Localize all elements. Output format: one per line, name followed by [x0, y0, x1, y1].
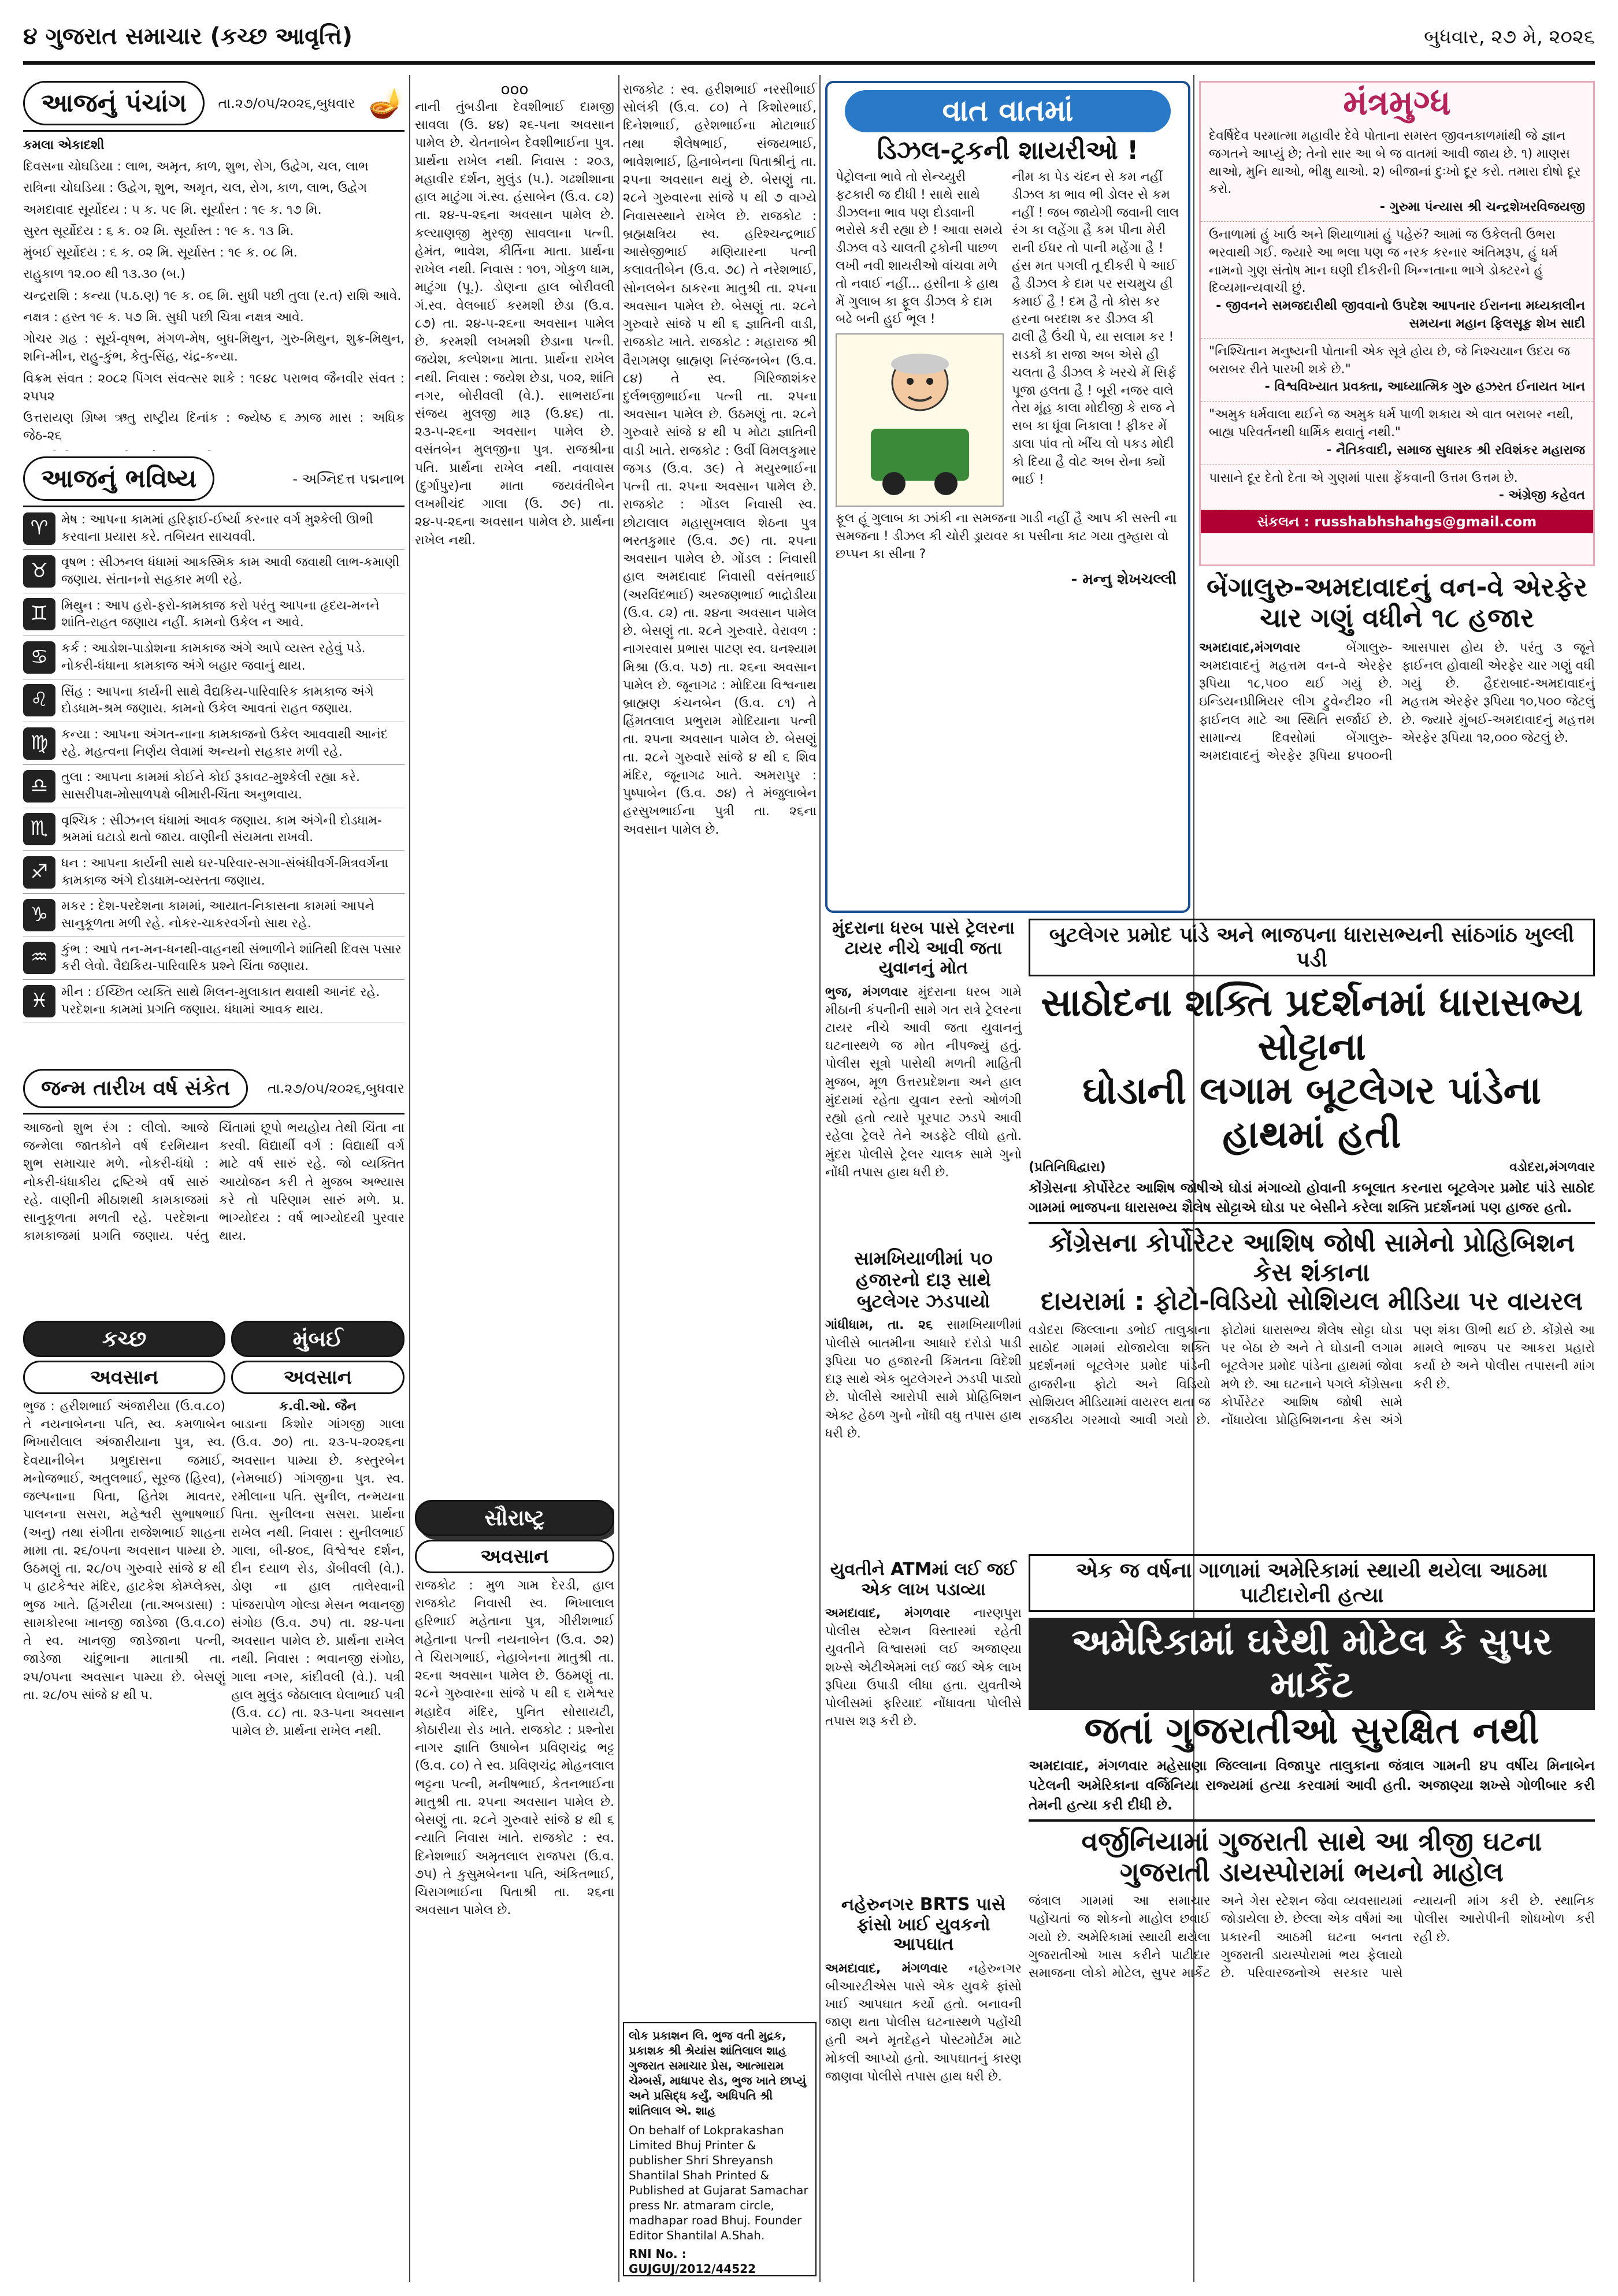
- mantra-quotes: [1201, 123, 1593, 510]
- rashi-text: મિથુન : આપ હરો-ફરો-કામકાજ કરો પરંતુ આપના હૃદય-મનને શાંતિ-રાહત જણાય નહીં. કામનો ઉકેલ ન આવે.: [61, 598, 380, 630]
- america-lead-block: [1029, 1756, 1595, 1815]
- brts-headline: નહેરુનગર BRTS પાસે ફાંસો ખાઈ યુવકનો આપઘાત: [841, 1895, 1006, 1955]
- vadodara-dateline: વડોદરા,મંગળવાર: [1509, 1160, 1595, 1175]
- avasan-column-text: નાની તુંબડીના દેવશીભાઈ દામજી સાવલા (ઉ. ૪૪) ૨૬-૫ના અવસાન પામેલ છે. ચેતનાબેન દેવશીભાઈના પુત્ર. પ્રાર્થના રાખેલ નથી. નિવાસ : ૨૦૩, મહાવીર દર્શન, મુલુંડ (પ.). ગઢશીશાના હાલ માટુંગા ગં.સ્વ. હંસાબેન (ઉ.વ. ૮૨) તા. ૨૪-૫-૨૬ના અવસાન પામેલ છે. કલ્યાણજી મુરજી સાવલાના પત્ની. હેમંત, ભાવેશ, કીર્તિના માતા. પ્રાર્થના રાખેલ નથી. નિવાસ : ૧૦૧, ગોકુળ ધામ, માટુંગા (પૂ.). ડોણના હાલ બોરીવલી ગં.સ્વ. વેલબાઈ કરમશી છેડા (ઉ.વ. ૮૭) તા. ૨૪-૫-૨૬ના અવસાન પામેલ છે. કરમશી લખમશી છેડાના પત્ની. જયેશ, કલ્પેશના માતા. પ્રાર્થના રાખેલ નથી. નિવાસ : જયેશ છેડા, ૫૦૨, શાંતિ નગર, બોરીવલી (વે.). સાભરાઈના સંજય મુલજી મારૂ (ઉ.૪૬) તા. ૨૩-૫-૨૬ના અવસાન પામેલ છે. વસંતબેન મુલજીના પુત્ર. રાજશ્રીના પતિ. પ્રાર્થના રાખેલ નથી. નવાવાસ (દુર્ગાપુર)ના માતા જયવંતીબેન લખમીચંદ ગાલા (ઉ. ૭૯) તા. ૨૪-૫-૨૬ના અવસાન પામેલ છે. પ્રાર્થના રાખેલ નથી.: [415, 100, 614, 548]
- mantra-quote-author: - વિશ્વવિખ્યાત પ્રવક્તા, આધ્યાત્મિક ગુરુ હઝરત ઈનાયત ખાન: [1264, 380, 1585, 395]
- janmadin-text: આજનો શુભ રંગ : લીલો. આજે જન્મેલા જાતકોને વર્ષ દરમિયાન શુભ સમાચાર મળે. નોકરી-ધંધો : નોકરી-ધંધાકીય દ્રષ્ટિએ વર્ષ સારું રહે. વાણીની મીઠાશથી કામકાજમાં સાનુકૂળતા મળતી રહે. પરદેશના કામકાજમાં પ્રગતિ જણાય. પરંતુ ચિંતામાં છૂપો ભયહોય તેથી ચિંતા ના કરવી. વિદ્યાર્થી વર્ગ : વિદ્યાર્થી વર્ગ માટે વર્ષ સારું રહે. જો વ્યક્તિત આયોજન કરી તે મુજબ અભ્યાસ કરે તો પરિણામ સારું મળે. પ્ર. ભાગ્યોદય : વર્ષ ભાગ્યોદયી પુરવાર થાય.: [23, 1121, 404, 1244]
- panchang-header: [23, 81, 404, 132]
- vadodara-headline-1: સાઠોદના શક્તિ પ્રદર્શનમાં ધારાસભ્ય સોટ્ટાના: [1041, 980, 1583, 1069]
- america-headline-1: અમેરિકામાં ઘરેથી મોટેલ કે સુપર માર્કેટ: [1029, 1618, 1595, 1710]
- brts-text: નહેરુનગર બીઆરટીએસ પાસે એક યુવકે ફાંસો ખાઈ આપઘાત કર્યો હતો. બનાવની જાણ થતા પોલીસ ઘટનાસ્થળે પહોંચી હતી અને મૃતદેહને પોસ્ટમોર્ટમ માટે મોકલી આપ્યો હતો. આપઘાતનું કારણ જાણવા પોલીસે તપાસ હાથ ધરી છે.: [825, 1961, 1022, 2084]
- mumbai-heading: મુંબઈ: [231, 1321, 404, 1357]
- panchang-line: વિક્રમ સંવત : ૨૦૮૨ પિંગલ સંવત્સર શાકે : ૧૯૪૮ પરાભવ જૈનવીર સંવત : ૨૫૫૨: [23, 371, 404, 404]
- mantra-contact: સંકલન : russhabhshahgs@gmail.com: [1201, 510, 1593, 533]
- vaat-columns: [827, 165, 1188, 510]
- janmadin-title: જન્મ તારીખ વર્ષ સંકેત: [23, 1069, 248, 1108]
- truck-cartoon: [836, 333, 1004, 507]
- mantra-quote: [1201, 123, 1593, 222]
- mantra-quote: [1201, 339, 1593, 402]
- vaat-title: ડિઝલ-ટ્રકની શાયરીઓ !: [877, 136, 1139, 165]
- kutch-box: [23, 1317, 225, 2276]
- vaat-header: વાત વાતમાં: [845, 90, 1171, 132]
- bhavishya-title: આજનું ભવિષ્ય: [23, 456, 214, 501]
- panchang-line: રાત્રિના ચોઘડિયા : ઉદ્વેગ, શુભ, અમૃત, ચલ, રોગ, કાળ, લાભ, ઉદ્વેગ: [23, 181, 368, 196]
- vadodara-byline: [1029, 1160, 1595, 1175]
- samakhiyali-body: [825, 1316, 1022, 1443]
- america-headline-2: જતાં ગુજરાતીઓ સુરક્ષિત નથી: [1084, 1709, 1539, 1752]
- rashi-item: [23, 937, 404, 980]
- janmadin-header: [23, 1069, 404, 1114]
- tyre-headline: મુંદરાના ધરબ પાસે ટ્રેલરના ટાયર નીચે આવી જતા યુવાનનું મોત: [832, 919, 1015, 978]
- vaat-footer: [827, 510, 1188, 567]
- bengaluru-body: [1199, 639, 1595, 766]
- vaat-column-1: પેટ્રોલના ભાવે તો સેન્ચ્યુરી ફટકારી જ દીધી ! સાથે સાથે ડીઝલના ભાવ પણ દોડવાની ભરોસે કરી રહ્યા છે ! આવા સમયે ડીઝલ વડે ચાલતી ટ્રકોની પાછળ લખી નવી શાયરીઓ વાંચવા મળે તો નવાઈ નહીં... હસીના કે હાથ મેં ગુલાબ કા ફૂલ ડીઝલ કે દામ બઢે બની હુઈ ભૂલ !: [836, 170, 1003, 327]
- column-rule: [819, 75, 821, 2282]
- rashi-text: કર્ક : આડોશ-પાડોશના કામકાજ અંગે આપે વ્યસ્ત રહેવું પડે. નોકરી-ધંધાના કામકાજ અંગે બહાર જવાનું થાય.: [61, 641, 366, 673]
- panchang-line: ચન્દ્રરાશિ : કન્યા (પ.ઠ.ણ) ૧૯ ક. ૦૬ મિ. સુધી પછી તુલા (ર.ત) રાશિ આવે.: [23, 288, 402, 303]
- atm-text: નારણપુરા પોલીસ સ્ટેશન વિસ્તારમાં રહેતી યુવતીને વિશ્વાસમાં લઈ અજાણ્યા શખ્સે એટીએમમાં લઈ જઈ એક લાખ રૂપિયા ઉપાડી લીધા હતા. યુવતીએ પોલીસમાં ફરિયાદ નોંધાવતા પોલીસે તપાસ શરૂ કરી છે.: [825, 1606, 1022, 1729]
- rashi-text: મેષ : આપના કામમાં હરિફાઈ-ઈર્ષ્યા કરનાર વર્ગ મુશ્કેલી ઊભી કરવાના પ્રયાસ કરે. તબિયત સાચવવી.: [61, 512, 373, 544]
- mumbai-box: [231, 1317, 404, 2276]
- mantra-quote-author: - નૈતિકવાદી, સમાજ સુધારક શ્રી રવિશંકર મહારાજ: [1326, 443, 1585, 458]
- zodiac-icon: ♌: [23, 684, 55, 716]
- divider: [1029, 1819, 1595, 1822]
- tyre-story: [825, 919, 1022, 1242]
- separator-mark: ooo: [500, 81, 529, 98]
- avasan-column: [415, 81, 614, 1491]
- kutch-avasan-heading: અવસાન: [23, 1361, 225, 1394]
- rashi-item: [23, 980, 404, 1023]
- rashi-item: [23, 894, 404, 937]
- brts-story: [825, 1895, 1022, 2276]
- panchang-line: રાહુકાળ ૧૨.૦૦ થી ૧૩.૩૦ (બ.): [23, 267, 185, 282]
- atm-dateline: અમદાવાદ, મંગળવાર: [825, 1606, 951, 1621]
- mantra-quote-text: પાસાને દૂર દેતો દેતા એ ગુણમાં પાસા ફેંકવાની ઉત્તમ ઉત્તમ છે.: [1209, 470, 1518, 485]
- vadodara-text: વડોદરા જિલ્લાના ડભોઈ તાલુકાના સાઠોદ ગામમાં યોજાયેલા શક્તિ પ્રદર્શનમાં બૂટલેગર પ્રમોદ પાંડેની હાજરીના ફોટો અને વિડિયો સોશિયલ મીડિયામાં વાયરલ થતા જ રાજકીય ગરમાવો આવી ગયો છે. ફોટોમાં ધારાસભ્ય શૈલેષ સોટ્ટા ઘોડા પર બેઠા છે અને તે ઘોડાની લગામ બૂટલેગર પ્રમોદ પાંડેના હાથમાં જોવા મળે છે. આ ઘટનાને પગલે કોંગ્રેસના કોર્પોરેટર આશિષ જોષી સામે નોંધાયેલા પ્રોહિબિશનના કેસ અંગે પણ શંકા ઊભી થઈ છે. કોંગ્રેસે આ મામલે ભાજપ પર આકરા પ્રહારો કર્યા છે અને પોલીસ તપાસની માંગ કરી છે.: [1029, 1322, 1595, 1428]
- tyre-dateline: ભુજ, મંગળવાર: [825, 984, 908, 1000]
- folio-publication: ૪ ગુજરાત સમાચાર (કચ્છ આવૃત્તિ): [23, 23, 353, 50]
- rashi-item: [23, 851, 404, 894]
- atm-headline: યુવતીને ATMમાં લઈ જઈ એક લાખ પડાવ્યા: [830, 1560, 1017, 1600]
- zodiac-icon: ♑: [23, 899, 55, 931]
- panchang-box: [23, 81, 404, 451]
- vadodara-subhead-2: દાયરામાં : ફોટો-વિડિયો સોશિયલ મીડિયા પર વાયરલ: [1041, 1287, 1583, 1317]
- zodiac-icon: ♉: [23, 555, 55, 588]
- column-rule: [409, 75, 410, 2282]
- america-lead: મહેસાણા જિલ્લાના વિજાપુર તાલુકાના જંત્રાલ ગામની ૪૫ વર્ષીય મિનાબેન પટેલની અમેરિકાના વર્જિનિયા રાજ્યમાં હત્યા કરવામાં આવી હતી. અજાણ્યા શખ્સે ગોળીબાર કરી તેમની હત્યા કરી દીધી છે.: [1029, 1758, 1595, 1814]
- zodiac-icon: ♈: [23, 512, 55, 545]
- bengaluru-headline: બેંગાલુરુ-અમદાવાદનું વન-વે એરફેર ચાર ગણું વધીને ૧૮ હજાર: [1207, 572, 1587, 633]
- imprint-rni: RNI No. : GUJGUJ/2012/44522: [629, 2247, 756, 2276]
- america-story: [1029, 1554, 1595, 2276]
- rashi-item: [23, 679, 404, 722]
- saurashtra-box: [415, 1496, 614, 2276]
- mumbai-avasan-heading: અવસાન: [231, 1361, 404, 1394]
- zodiac-icon: ♍: [23, 727, 55, 760]
- panchang-line: મુંબઈ સૂર્યોદય : ૬ ક. ૦૨ મિ. સૂર્યાસ્ત : ૧૯ ક. ૦૮ મિ.: [23, 246, 298, 261]
- mantra-box: [1199, 81, 1595, 566]
- kutch-text: ભુજ : હરીશભાઈ અંજારીયા (ઉ.વ.૮૦) તે નયનાબેનના પતિ, સ્વ. કમળાબેન ભિખારીલાલ અંજારીયાના પુત્ર, સ્વ. દેવયાનીબેન પ્રભુદાસના જમાઈ, મનોજભાઈ, અતુલભાઈ, સૂરજ (હિરવ), જલ્પનાના પિતા, હિતેશ માવતર, પાલનના સસરા, મહેશ્વરી સુભાષભાઈ (અનુ) તથા સંગીતા રાજેશભાઈ શાહના મામા તા. ૨૬/૦૫ના અવસાન પામ્યા છે. ઉઠમણું તા. ૨૮/૦૫ ગુરુવારે સાંજે ૪ થી ૫ હાટકેશ્વર મંદિર, હાટકેશ કોમ્પ્લેક્સ, ભુજ ખાતે. હિંગરીયા (તા.અબડાસા) : સામકોરબા ખાનજી જાડેજા (ઉ.વ.૮૦) તે સ્વ. ખાનજી જાડેજાના પત્ની, જાડેજા ચાંદુભાના માતાશ્રી તા. ૨૫/૦૫ના અવસાન પામ્યા છે. બેસણું તા. ૨૮/૦૫ સાંજે ૪ થી ૫.: [23, 1399, 225, 1703]
- vaat-box: [825, 81, 1190, 913]
- mumbai-community: ક.વી.ઓ. જૈન: [279, 1399, 357, 1414]
- samakhiyali-dateline: ગાંધીધામ, તા. ૨૬: [825, 1318, 933, 1333]
- zodiac-icon: ♊: [23, 598, 55, 630]
- vadodara-lead: કોંગ્રેસના કોર્પોરેટર આશિષ જોષીએ ઘોડાં મંગાવ્યો હોવાની કબૂલાત કરનારા બૂટલેગર પ્રમોદ પાંડે સાઠોદ ગામમાં ભાજપના ધારાસભ્ય શૈલેષ સોટ્ટાએ ઘોડા પર બેસીને કરેલા શક્તિ પ્રદર્શનમાં પણ હાજર હતો.: [1029, 1179, 1595, 1216]
- column-rule: [618, 75, 619, 2282]
- panchang-line: નક્ષત્ર : હસ્ત ૧૯ ક. ૫૭ મિ. સુધી પછી ચિત્રા નક્ષત્ર આવે.: [23, 310, 304, 325]
- folio-date: બુધવાર, ૨૭ મે, ૨૦૨૬: [1424, 25, 1595, 49]
- mantra-quote-text: દેવર્ષિદેવ પરમાત્મા મહાવીર દેવે પોતાના સમસ્ત જીવનકાળમાંથી જે જ્ઞાન જગતને આપ્યું છે; તેનો સાર આ બે જ વાતમાં આવી જાય છે. ૧) માણસ થાઓ, મુનિ થાઓ, ભીક્ષુ થાઓ. ૨) બીજાનાં દુઃખો દૂર કરો. તમારા દોષો દૂર કરો.: [1209, 129, 1581, 197]
- saurashtra-text: રાજકોટ : મુળ ગામ દેરડી, હાલ રાજકોટ નિવાસી સ્વ. ભિખાલાલ હરિભાઈ મહેતાના પુત્ર, ગીરીશભાઈ મહેતાના પત્ની નયનાબેન (ઉ.વ. ૭૨) તે ચિરાગભાઈ, નેહાબેનના માતુશ્રી તા. ૨૬ના અવસાન પામેલ છે. ઉઠમણું તા. ૨૮ને ગુરુવારના સાંજે ૫ થી ૬ રામેશ્વર મહાદેવ મંદિર, પુનિત સોસાયટી, કોઠારીયા રોડ ખાતે. રાજકોટ : પ્રશ્નોરા નાગર જ્ઞાતિ ઉષાબેન પ્રવિણચંદ્ર ભટ્ટ (ઉ.વ. ૮૦) તે સ્વ. પ્રવિણચંદ્ર મોહનલાલ ભટ્ટના પત્ની, મનીષભાઈ, કેતનભાઈના માતુશ્રી તા. ૨૫ના અવસાન પામેલ છે. બેસણું તા. ૨૮ને ગુરુવારે સાંજે ૪ થી ૬ ન્યાતિ નિવાસ ખાતે. રાજકોટ : સ્વ. દિનેશભાઈ અમૃતલાલ રાજપરા (ઉ.વ. ૭૫) તે કુસુમબેનના પતિ, અંકિતભાઈ, ચિરાગભાઈના પિતાશ્રી તા. ૨૬ના અવસાન પામેલ છે.: [415, 1578, 614, 1918]
- panchang-line: ઉત્તરાયણ ગ્રિષ્મ ઋતુ રાષ્ટ્રીય દિનાંક : જ્યેષ્ઠ ૬ ઝ્રાજ માસ : અધિક જેઠ-૨૬: [23, 411, 404, 444]
- panchang-line: ગોચર ગ્રહ : સૂર્ય-વૃષભ, મંગળ-મેષ, બુધ-મિથુન, ગુરુ-મિથુન, શુક્ર-મિથુન, શનિ-મીન, રાહુ-કુંભ, કેતુ-સિંહ, ચંદ્ર-કન્યા.: [23, 332, 404, 365]
- mantra-quote-author: - અંગ્રેજી કહેવત: [1498, 488, 1585, 503]
- imprint-gujarati: લોક પ્રકાશન લિ. ભુજ વતી મુદ્રક, પ્રકાશક શ્રી શ્રેયાંસ શાંતિલાલ શાહ ગુજરાત સમાચાર પ્રેસ, આત્મારામ ચેમ્બર્સ, માધાપર રોડ, ભુજ ખાતે છાપ્યું અને પ્રસિદ્ધ કર્યું. અધિપતિ શ્રી શાંતિલાલ એ. શાહ: [629, 2028, 807, 2117]
- rashi-item: [23, 765, 404, 808]
- mantra-quote-author: - ગુરુમા પંન્યાસ શ્રી ચન્દ્રશેખરવિજયજી: [1379, 200, 1585, 215]
- rashi-text: વૃશ્ચિક : સીઝનલ ધંધામાં આવક જણાય. કામ અંગેની દોડધામ-શ્રમમાં ઘટાડો થતો જાય. વાણીની સંયમતા રાખવી.: [61, 813, 382, 845]
- america-dateline: અમદાવાદ, મંગળવાર: [1029, 1758, 1148, 1774]
- america-text: જંત્રાલ ગામમાં આ સમાચાર પહોંચતાં જ શોકનો માહોલ છવાઈ ગયો છે. અમેરિકામાં સ્થાયી થયેલા ગુજરાતીઓ ખાસ કરીને પાટીદાર સમાજના લોકો મોટેલ, સુપર માર્કેટ અને ગેસ સ્ટેશન જેવા વ્યવસાયમાં જોડાયેલા છે. છેલ્લા એક વર્ષમાં આ પ્રકારની આઠમી ઘટના બનતા ગુજરાતી ડાયસ્પોરામાં ભય ફેલાયો છે. પરિવારજનોએ સરકાર પાસે ન્યાયની માંગ કરી છે. સ્થાનિક પોલીસ આરોપીની શોધખોળ કરી રહી છે.: [1029, 1894, 1595, 1981]
- mantra-quote-author: - જીવનને સમજદારીથી જીવવાનો ઉપદેશ આપનાર ઈરાનના મધ્યકાલીન સમયના મહાન ફિલસૂફ શેખ સાદી: [1216, 299, 1585, 331]
- panchang-body: [23, 136, 404, 451]
- panchang-line: [23, 449, 404, 451]
- panchang-lines: [23, 158, 404, 451]
- rashi-item: [23, 550, 404, 593]
- panchang-line: સુરત સૂર્યોદય : ૬ ક. ૦૨ મિ. સૂર્યાસ્ત : ૧૯ ક. ૧૩ મિ.: [23, 224, 294, 239]
- saurashtra-avasan-heading: અવસાન: [415, 1540, 614, 1573]
- ganesh-icon: 🪔: [368, 86, 404, 120]
- rashi-text: ધન : આપના કાર્યની સાથે ઘર-પરિવાર-સગા-સંબંધીવર્ગ-મિત્રવર્ગના કામકાજ અંગે દોડધામ-વ્યસ્તતા જણાય.: [61, 856, 388, 888]
- zodiac-icon: ♋: [23, 641, 55, 674]
- bengaluru-story: [1199, 572, 1595, 913]
- imprint-box: [623, 2022, 817, 2276]
- rashi-text: મીન : ઈચ્છિત વ્યક્તિ સાથે મિલન-મુલાકાત થવાથી આનંદ રહે. પરદેશના કામમાં પ્રગતિ જણાય. ધંધામાં આવક થાય.: [61, 985, 380, 1017]
- samakhiyali-text: સામખિયાળીમાં પોલીસે બાતમીના આધારે દરોડો પાડી રૂપિયા ૫૦ હજારની કિંમતના વિદેશી દારૂ સાથે એક બુટલેગરને ઝડપી પાડ્યો છે. પોલીસે આરોપી સામે પ્રોહિબિશન એક્ટ હેઠળ ગુનો નોંધી વધુ તપાસ હાથ ધરી છે.: [825, 1318, 1022, 1441]
- mantra-title: મંત્રમુગ્ધ: [1343, 83, 1451, 123]
- zodiac-icon: ♒: [23, 942, 55, 974]
- bhavishya-header: [23, 456, 404, 507]
- rashi-text: કુંભ : આપે તન-મન-ધનથી-વાહનથી સંભાળીને શાંતિથી દિવસ પસાર કરી લેવો. વૈદ્યકિય-પારિવારિક પ્રશ્ને ચિંતા જણાય.: [61, 942, 402, 974]
- bhavishya-box: [23, 456, 404, 1063]
- rashi-text: તુલા : આપના કામમાં કોઈને કોઈ રૂકાવટ-મુશ્કેલી રહ્યા કરે. સાસરીપક્ષ-મોસાળપક્ષે બીમારી-ચિંતા અનુભવાય.: [61, 770, 360, 802]
- rashi-item: [23, 507, 404, 550]
- panchang-line: અમદાવાદ સૂર્યોદય : ૫ ક. ૫૯ મિ. સૂર્યાસ્ત : ૧૯ ક. ૧૭ મિ.: [23, 202, 322, 217]
- janmadin-date: તા.૨૭/૦૫/૨૦૨૬,બુધવાર: [267, 1080, 404, 1097]
- bhavishya-author: - અગ્નિદત્ત પદ્મનાભ: [292, 470, 404, 487]
- rashi-text: વૃષભ : સીઝનલ ધંધામાં આકસ્મિક કામ આવી જવાથી લાભ-કમાણી જણાય. સંતાનનો સહકાર મળી રહે.: [61, 555, 400, 588]
- rashi-text: કન્યા : આપના અંગત-નાના કામકાજનો ઉકેલ આવવાથી આનંદ રહે. મહત્વના નિર્ણય લેવામાં અન્યનો સહકાર મળી રહે.: [61, 727, 388, 759]
- vadodara-kicker: બુટલેગર પ્રમોદ પાંડે અને ભાજપના ધારાસભ્યની સાંઠગાંઠ ખુલ્લી પડી: [1029, 919, 1595, 976]
- avasan-column-2-text: રાજકોટ : સ્વ. હરીશભાઈ નરસીભાઈ સોલંકી (ઉ.વ. ૮૦) તે કિશોરભાઈ, દિનેશભાઈ, હરેશભાઈના મોટાભાઈ તથા શૈલેષભાઈ, સંજયભાઈ, ભાવેશભાઈ, હિનાબેનના પિતાશ્રીનું તા. ૨૫ના અવસાન થયું છે. બેસણું તા. ૨૮ને ગુરુવારના સાંજે ૫ થી ૭ વાગ્યે નિવાસસ્થાને રાખેલ છે. રાજકોટ : બ્રહ્મક્ષત્રિય સ્વ. હરિશ્ચન્દ્રભાઈ આસેજીભાઈ મણિયારના પત્ની કલાવતીબેન (ઉ.વ. ૭૮) તે નરેશભાઈ, સોનલબેન ઠાકરના માતુશ્રી તા. ૨૫ના અવસાન પામેલ છે. બેસણું તા. ૨૮ને ગુરુવારે સાંજે ૫ થી ૬ જ્ઞાતિની વાડી, રાજકોટ ખાતે. રાજકોટ : મહારાજ શ્રી વૈરાગમણ બ્રાહ્મણ નિરંજનબેન (ઉ.વ. ૮૪) તે સ્વ. ગિરિજાશંકર દુર્લભજીભાઈના પત્ની તા. ૨૫ના અવસાન પામેલ છે. ઉઠમણું તા. ૨૮ને ગુરુવારે સાંજે ૪ થી ૫ મોટા જ્ઞાતિની વાડી ખાતે. રાજકોટ : ઉર્વી વિમલકુમાર જગડ (ઉ.વ. ૩૯) તે મયુરભાઈના પત્ની તા. ૨૫ના અવસાન પામેલ છે. રાજકોટ : ગોંડલ નિવાસી સ્વ. છોટાલાલ મહાસુખલાલ શેઠના પુત્ર ભરતકુમાર (ઉ.વ. ૭૯) તા. ૨૫ના અવસાન પામેલ છે. ગોંડલ : નિવાસી હાલ અમદાવાદ નિવાસી વસંતભાઈ (અરવિંદભાઈ) અરજણભાઈ ભાદ્રોડીયા (ઉ.વ. ૮૨) તા. ૨૪ના અવસાન પામેલ છે. બેસણું તા. ૨૮ને ગુરુવારે. વેરાવળ : નાગરવાસ પ્રભાસ પાટણ સ્વ. ઘનશ્યામ મિશ્રા (ઉ.વ. ૫૭) તા. ૨૬ના અવસાન પામેલ છે. જૂનાગઢ : મોદિયા વિશ્વનાથ બ્રાહ્મણ કંચનબેન (ઉ.વ. ૮૧) તે હિંમતલાલ પ્રભુરામ મોદિયાના પત્ની તા. ૨૫ના અવસાન પામેલ છે. બેસણું તા. ૨૮ને ગુરુવારે સાંજે ૪ થી ૬ શિવ મંદિર, જૂનાગઢ ખાતે. અમરાપુર : પુષ્પાબેન (ઉ.વ. ૭૪) તે મંજુલાબેન હરસુખભાઈના પુત્રી તા. ૨૬ના અવસાન પામેલ છે.: [623, 83, 817, 837]
- divider: [1029, 1222, 1595, 1224]
- zodiac-icon: ♎: [23, 770, 55, 803]
- panchang-title: આજનું પંચાંગ: [23, 81, 205, 125]
- rashi-item: [23, 722, 404, 765]
- vaat-author: - મન્નુ શેખચલ્લી: [1071, 570, 1177, 588]
- mantra-quote: [1201, 222, 1593, 339]
- america-subhead-2: ગુજરાતી ડાયસ્પોરામાં ભયનો માહોલ: [1120, 1856, 1504, 1888]
- vadodara-headline-2: ઘોડાની લગામ બૂટલેગર પાંડેના હાથમાં હતી: [1082, 1068, 1541, 1157]
- samakhiyali-headline: સામખિયાળીમાં ૫૦ હજારનો દારૂ સાથે બુટલેગર ઝડપાયો: [854, 1248, 993, 1312]
- brts-dateline: અમદાવાદ, મંગળવાર: [825, 1961, 948, 1976]
- america-subhead-1: વર્જીનિયામાં ગુજરાતી સાથે આ ત્રીજી ઘટના: [1081, 1826, 1542, 1857]
- panchang-line: દિવસના ચોઘડિયા : લાભ, અમૃત, કાળ, શુભ, રોગ, ઉદ્વેગ, ચલ, લાભ: [23, 159, 369, 174]
- tyre-text: મુંદરાના ધરબ ગામે મીઠાની કંપનીની સામે ગત રાત્રે ટ્રેલરના ટાયર નીચે આવી જતા યુવાનનું ઘટનાસ્થળે જ મોત નીપજ્યું હતું. પોલીસ સૂત્રો પાસેથી મળતી માહિતી મુજબ, મૂળ ઉત્તરપ્રદેશના અને હાલ મુંદરામાં રહેતા યુવાન રસ્તો ઓળંગી રહ્યો હતો ત્યારે પૂરપાટ ઝડપે આવી રહેલા ટ્રેલરે તેને અડફેટે લીધો હતો. મુંદરા પોલીસે ટ્રેલર ચાલક સામે ગુનો નોંધી તપાસ હાથ ધરી છે.: [825, 984, 1022, 1180]
- panchang-date: તા.૨૭/૦૫/૨૦૨૬,બુધવાર: [218, 95, 355, 112]
- saurashtra-heading: સૌરાષ્ટ્ર: [415, 1500, 614, 1536]
- mumbai-text: બાડાના કિશોર ગાંગજી ગાલા (ઉ.વ. ૭૦) તા. ૨૩-૫-૨૦૨૬ના અવસાન પામ્યા છે. કસ્તુરબેન (નેમબાઈ) ગાંગજીના પુત્ર. સ્વ. રમીલાના પતિ. સુનીલ, તન્મયના પિતા. સુનીલના સસરા. પ્રાર્થના રાખેલ નથી. નિવાસ : સુનીલભાઈ ગાલા, બી-૪૦૬, વિશ્વેશ્વર દર્શન, દીન દયાળ રોડ, ડોંબીવલી (વે.). ડોણ ના હાલ તાલેરવાની પાંજરાપોળ ગોલ્ડા મેસન ભવાનજી સંગોઇ (ઉ.વ. ૭૫) તા. ૨૪-૫ના અવસાન પામેલ છે. પ્રાર્થના રાખેલ નથી. નિવાસ : ભવાનજી સંગોઇ, ગાલા નગર, કાંદીવલી (વે.). પત્રી હાલ મુલુંડ જેઠાલાલ ઘેલાભાઈ પત્રી (ઉ.વ. ૮૮) તા. ૨૩-૫ના અવસાન પામેલ છે. પ્રાર્થના રાખેલ નથી.: [231, 1417, 404, 1739]
- america-kicker: એક જ વર્ષના ગાળામાં અમેરિકામાં સ્થાયી થયેલા આઠમા પાટીદારોની હત્યા: [1029, 1554, 1595, 1612]
- vaat-column-2: નીમ કા પેડ ચંદન સે કમ નહીં ડીઝલ કા ભાવ ભી ડોલર સે કમ નહીં ! જબ જાયેગી જવાની લાલ રંગ કા લહેંગા હૈ કમ પીના મેરી રાની ઈધર તો પાની મહેંગા હૈ ! હંસ મત પગલી તૂ દીકરી પે આઈ હૈ ડીઝલ કે દામ પર સચમુચ હી કમાઈ હૈ ! દમ હૈ તો કોસ કર હરના બરદાશ કર ડીઝલ કી ઢાલી હૈ ઉંચી પે, યા સલામ કર ! સડકોં કા રાજા અબ એસે હી ચલતા હૈ ડીઝલ કે ખરચે મેં સિર્ફ પૂજા હલતા હૈ ! બૂરી નજર વાલે તેરા મૂંહ કાલા મોદીજી કે રાજ ને સબ કા ધૂંવા નિકાલા ! ફીકર મેં ડાલા પાંવ તો ખીંચ લો પકડ મોદી કો દિયા હૈ વોટ અબ રોના ક્યોં ભાઈ !: [1012, 170, 1179, 487]
- atm-story: [825, 1560, 1022, 1883]
- avasan-column-2: [623, 81, 817, 1571]
- vadodara-credit: (પ્રતિનિધિદ્વારા): [1029, 1160, 1106, 1175]
- tyre-body: [825, 983, 1022, 1182]
- panchang-ekadashi: કમલા એકાદશી: [23, 138, 105, 153]
- samakhiyali-story: [825, 1248, 1022, 1548]
- rashi-text: સિંહ : આપના કાર્યની સાથે વૈદ્યકિય-પારિવારિક કામકાજ અંગે દોડધામ-શ્રમ જણાય. કામનો ઉકેલ આવતાં રાહત જણાય.: [61, 684, 374, 716]
- mantra-quote-text: "અમુક ધર્મવાલા થઈને જ અમુક ધર્મ પાળી શકાય એ વાત બરાબર નથી, બાહ્ય પરિવર્તનથી ધાર્મિક થવાતું નથી.": [1209, 407, 1574, 440]
- mantra-quote-text: "નિશ્ચિતાન મનુષ્યની પોતાની એક સૂત્રે હોય છે, જે નિશ્ચયાન ઉદય જ બરાબર રીતે પારખી શકે છે.": [1209, 344, 1570, 377]
- vadodara-story: [1029, 919, 1595, 1543]
- vaat-column-3: ફૂલ હૂં ગુલાબ કા ઝાંકી ના સમજના ગાડી નહીં હૈ આપ કી સસ્તી ના સમજના ! ડીઝલ કી ચોરી ડ્રાયવર કા પસીના કાટ ગયા તુમ્હારા વો છપ્પન કા સીના ?: [836, 511, 1177, 562]
- rashi-list: [23, 507, 404, 1023]
- atm-body: [825, 1604, 1022, 1731]
- zodiac-icon: ♓: [23, 985, 55, 1017]
- bengaluru-text: બેંગાલુરુ-અમદાવાદનું મહત્તમ વન-વે એરફેર રૂપિયા ૧૮,૫૦૦ થઈ ગયું છે. ઇન્ડિયનપ્રીમિયર લીગ ટ્રુવેન્ટી૨૦ ની ફાઈનલ માટે આ સ્થિતિ સર્જાઈ છે. સામાન્ય દિવસોમાં બેંગાલુરુ-અમદાવાદનું એરફેર રૂપિયા ૪૫૦૦ની આસપાસ હોય છે. પરંતુ ૩ જૂને ફાઈનલ હોવાથી એરફેર ચાર ગણું વધી ગયું છે. હૈદરાબાદ-અમદાવાદનું મહત્તમ એરફેર રૂપિયા ૧૦,૫૦૦ જેટલું છે. જ્યારે મુંબઈ-અમદાવાદનું મહત્તમ એરફેર રૂપિયા ૧૨,૦૦૦ જેટલું છે.: [1199, 640, 1595, 764]
- vadodara-subhead-1: કોંગ્રેસના કોર્પોરેટર આશિષ જોષી સામેનો પ્રોહિબિશન કેસ શંકાના: [1048, 1228, 1575, 1287]
- rashi-text: મકર : દેશ-પરદેશના કામમાં, આયાત-નિકાસના કામમાં આપને સાનુકૂળતા મળી રહે. નોકર-ચાકરવર્ગનો સાથ રહે.: [61, 899, 374, 931]
- imprint-english: On behalf of Lokprakashan Limited Bhuj Printer & publisher Shri Shreyansh Shantilal Shah Printed & Published at Gujarat Samachar press Nr. atmaram circle, madhapar road Bhuj. Founder Editor Shantilal A.Shah.: [629, 2123, 808, 2242]
- rashi-item: [23, 808, 404, 851]
- janmadin-box: [23, 1069, 404, 1312]
- mantra-quote-text: ઉનાળામાં હું ખાઉં અને શિયાળામાં હું પહેરું? આમાં જ ઉકેલતી ઉભરા ભરવાથી ગઈ. જ્યારે આ ભલા પણ જ નરક કરનાર અંતિમરૂપ, હું ધર્મ નામનો ગુણ સંતોષ માન ઘણી દીકરીની ખિન્નતાના ભાગે ડોક્ટરને હું દિવ્યમાન્યવાચી છું.: [1209, 227, 1558, 296]
- zodiac-icon: ♏: [23, 813, 55, 845]
- zodiac-icon: ♐: [23, 856, 55, 889]
- brts-body: [825, 1960, 1022, 2086]
- rashi-item: [23, 636, 404, 679]
- rashi-item: [23, 593, 404, 636]
- kutch-heading: કચ્છ: [23, 1321, 225, 1357]
- bengaluru-dateline: અમદાવાદ,મંગળવાર: [1199, 640, 1301, 655]
- page-folio: [23, 13, 1595, 65]
- cartoon-illustration: [853, 342, 986, 498]
- mantra-quote: [1201, 402, 1593, 465]
- mantra-quote: [1201, 465, 1593, 511]
